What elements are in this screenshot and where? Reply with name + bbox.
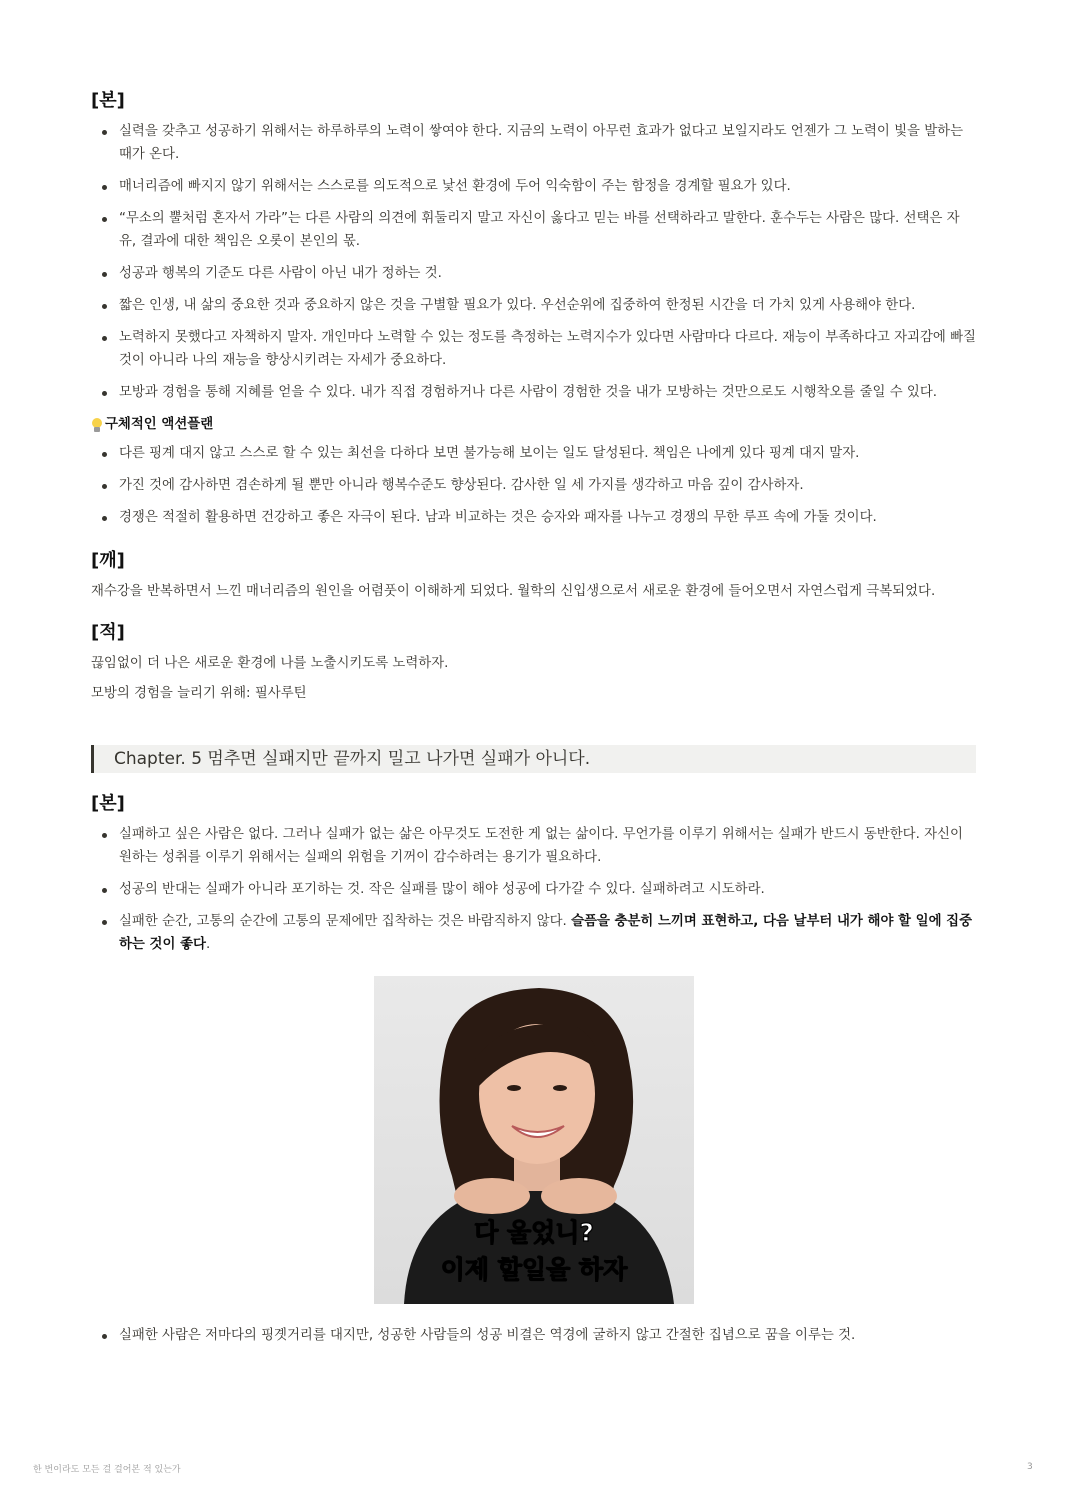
portrait-image [374, 976, 694, 1304]
action-plan-title [91, 413, 976, 436]
list-item: 실력을 갖추고 성공하기 위해서는 하루하루의 노력이 쌓여야 한다. 지금의 노력이 아무런 효과가 없다고 보일지라도 언젠가 그 노력이 빛을 발하는 때가 온다. [91, 120, 976, 166]
portrait-illustration [374, 976, 694, 1304]
action-plan-label: 구체적인 액션플랜 [105, 417, 214, 432]
bon-list [91, 120, 976, 404]
list-item: 성공과 행복의 기준도 다른 사람이 아닌 내가 정하는 것. [91, 262, 976, 285]
action-list [91, 442, 976, 529]
caption-line-2: 이제 할일을 하자 [440, 1255, 627, 1284]
light-bulb-icon [91, 415, 103, 435]
list-item: 실패한 사람은 저마다의 핑곗거리를 대지만, 성공한 사람들의 성공 비결은 역경에 굴하지 않고 간절한 집념으로 꿈을 이루는 것. [91, 1324, 976, 1347]
list-item: 노력하지 못했다고 자책하지 말자. 개인마다 노력할 수 있는 정도를 측정하는 노력지수가 있다면 사람마다 다르다. 재능이 부족하다고 자괴감에 빠질 것이 아니라 나의 재능을 향상시키려는 자세가 중요하다. [91, 326, 976, 372]
jeok-line: 끊임없이 더 나은 새로운 환경에 나를 노출시키도록 노력하자. [91, 656, 449, 671]
item-text-end: . [205, 937, 211, 952]
list-item: 성공의 반대는 실패가 아니라 포기하는 것. 작은 실패를 많이 해야 성공에 다가갈 수 있다. 실패하려고 시도하라. [91, 878, 976, 901]
bon-list-3 [91, 1324, 976, 1347]
heading-bon: [본] [91, 90, 125, 111]
bold-text: 슬픔을 충분히 느끼며 표현하고, 다음 날부터 내가 해야 할 일에 집중하는 것이 좋다 [119, 914, 973, 952]
list-item: 가진 것에 감사하면 겸손하게 될 뿐만 아니라 행복수준도 향상된다. 감사한 일 세 가지를 생각하고 마음 깊이 감사하자. [91, 474, 976, 497]
heading-bon: [본] [91, 793, 125, 814]
page-number: 3 [1027, 1462, 1033, 1472]
caption-line-1: 다 울었니? [473, 1218, 594, 1247]
list-item: 다른 핑계 대지 않고 스스로 할 수 있는 최선을 다하다 보면 불가능해 보이는 일도 달성된다. 책임은 나에게 있다 핑계 대지 말자. [91, 442, 976, 465]
heading-jeok: [적] [91, 622, 125, 643]
list-item [91, 910, 976, 956]
jeok-line: 모방의 경험을 늘리기 위해: 필사루틴 [91, 686, 307, 701]
list-item: 매너리즘에 빠지지 않기 위해서는 스스로를 의도적으로 낯선 환경에 두어 익숙함이 주는 함정을 경계할 필요가 있다. [91, 175, 976, 198]
footer-title: 한 번이라도 모든 걸 걸어본 적 있는가 [33, 1465, 181, 1475]
list-item: “무소의 뿔처럼 혼자서 가라”는 다른 사람의 의견에 휘둘리지 말고 자신이 옳다고 믿는 바를 선택하라고 말한다. 훈수두는 사람은 많다. 선택은 자유, 결과에 대한 책임은 오롯이 본인의 몫. [91, 207, 976, 253]
heading-kkae: [깨] [91, 550, 125, 571]
page-content [91, 88, 976, 1356]
chapter-heading: Chapter. 5 멈추면 실패지만 끝까지 밀고 나가면 실패가 아니다. [91, 745, 976, 773]
list-item: 짧은 인생, 내 삶의 중요한 것과 중요하지 않은 것을 구별할 필요가 있다. 우선순위에 집중하여 한정된 시간을 더 가치 있게 사용해야 한다. [91, 294, 976, 317]
bon-list-2 [91, 823, 976, 956]
item-text: 실패한 순간, 고통의 순간에 고통의 문제에만 집착하는 것은 바람직하지 않다. [119, 914, 572, 929]
list-item: 모방과 경험을 통해 지혜를 얻을 수 있다. 내가 직접 경험하거나 다른 사람이 경험한 것을 내가 모방하는 것만으로도 시행착오를 줄일 수 있다. [91, 381, 976, 404]
list-item: 실패하고 싶은 사람은 없다. 그러나 실패가 없는 삶은 아무것도 도전한 게 없는 삶이다. 무언가를 이루기 위해서는 실패가 반드시 동반한다. 자신이 원하는 성취를 이루기 위해서는 실패의 위험을 기꺼이 감수하려는 용기가 필요하다. [91, 823, 976, 869]
list-item: 경쟁은 적절히 활용하면 건강하고 좋은 자극이 된다. 남과 비교하는 것은 승자와 패자를 나누고 경쟁의 무한 루프 속에 가둘 것이다. [91, 506, 976, 529]
kkae-paragraph: 재수강을 반복하면서 느낀 매너리즘의 원인을 어렴풋이 이해하게 되었다. 월학의 신입생으로서 새로운 환경에 들어오면서 자연스럽게 극복되었다. [91, 584, 936, 599]
